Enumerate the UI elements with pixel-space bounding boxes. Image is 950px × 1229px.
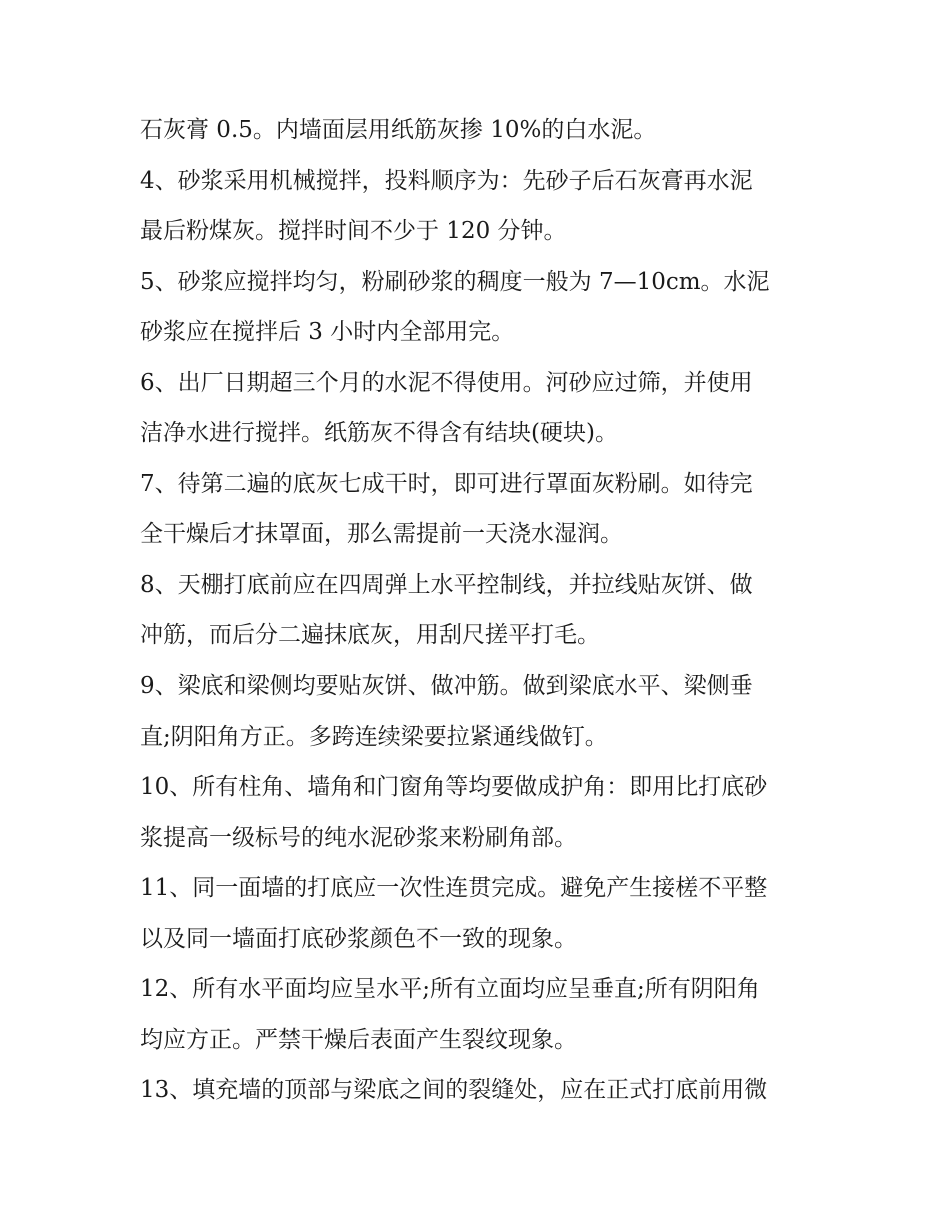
text-line: 13、填充墙的顶部与梁底之间的裂缝处，应在正式打底前用微 xyxy=(140,1077,768,1103)
text-line: 直;阴阳角方正。多跨连续梁要拉紧通线做钉。 xyxy=(140,724,608,750)
text-line: 4、砂浆采用机械搅拌，投料顺序为：先砂子后石灰膏再水泥 xyxy=(140,168,753,194)
text-line: 最后粉煤灰。搅拌时间不少于 120 分钟。 xyxy=(140,218,567,244)
text-line: 石灰膏 0.5。内墙面层用纸筋灰掺 10%的白水泥。 xyxy=(140,117,657,143)
text-line: 全干燥后才抹罩面，那么需提前一天浇水湿润。 xyxy=(140,521,623,547)
text-line: 11、同一面墙的打底应一次性连贯完成。避免产生接槎不平整 xyxy=(140,875,768,901)
text-line: 砂浆应在搅拌后 3 小时内全部用完。 xyxy=(140,319,515,345)
text-line: 5、砂浆应搅拌均匀，粉刷砂浆的稠度一般为 7—10cm。水泥 xyxy=(140,269,770,295)
text-line: 均应方正。严禁干燥后表面产生裂纹现象。 xyxy=(140,1027,577,1053)
text-line: 冲筋，而后分二遍抹底灰，用刮尺搓平打毛。 xyxy=(140,622,600,648)
text-line: 洁净水进行搅拌。纸筋灰不得含有结块(硬块)。 xyxy=(140,420,618,446)
text-line: 浆提高一级标号的纯水泥砂浆来粉刷角部。 xyxy=(140,825,577,851)
text-line: 以及同一墙面打底砂浆颜色不一致的现象。 xyxy=(140,926,577,952)
text-line: 9、梁底和梁侧均要贴灰饼、做冲筋。做到梁底水平、梁侧垂 xyxy=(140,673,753,699)
text-line: 12、所有水平面均应呈水平;所有立面均应呈垂直;所有阴阳角 xyxy=(140,976,760,1002)
text-line: 6、出厂日期超三个月的水泥不得使用。河砂应过筛，并使用 xyxy=(140,370,753,396)
text-line: 10、所有柱角、墙角和门窗角等均要做成护角：即用比打底砂 xyxy=(140,774,768,800)
text-line: 7、待第二遍的底灰七成干时，即可进行罩面灰粉刷。如待完 xyxy=(140,471,753,497)
text-line: 8、天棚打底前应在四周弹上水平控制线，并拉线贴灰饼、做 xyxy=(140,572,753,598)
